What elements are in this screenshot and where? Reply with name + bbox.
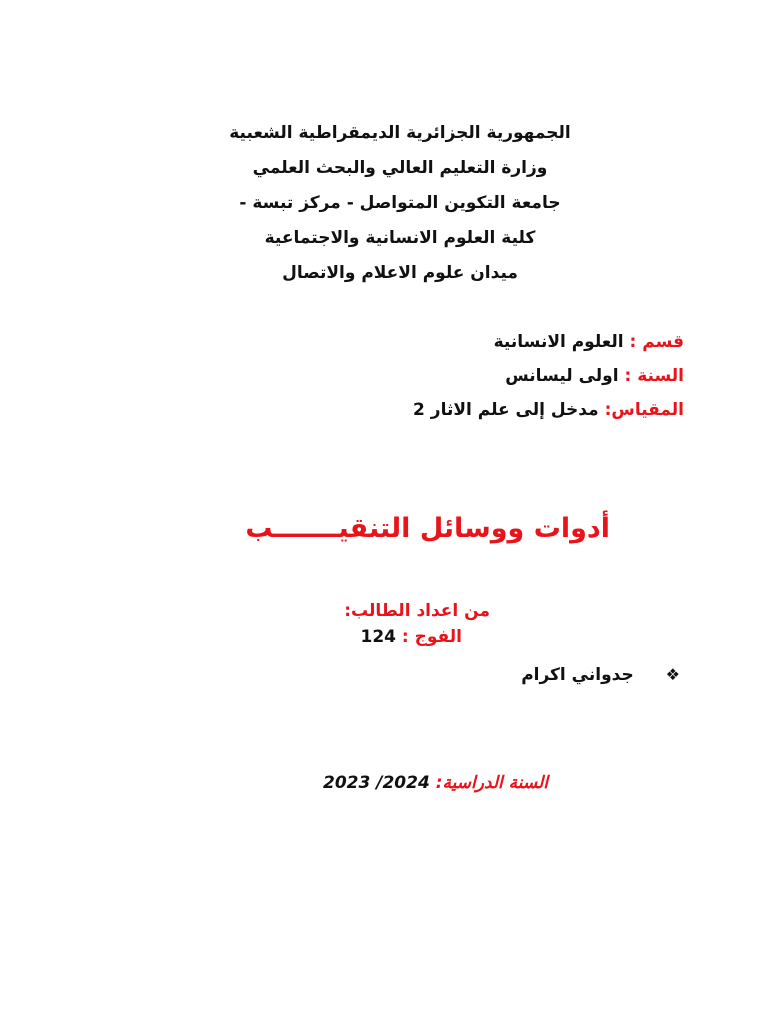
info-department [413, 325, 684, 359]
header-university: جامعة التكوين المتواصل - مركز تبسة - [239, 193, 561, 213]
department-value: العلوم الانسانية [493, 332, 624, 352]
diamond-bullet-icon: ❖ [665, 665, 680, 684]
group-label: الفوج : [401, 627, 462, 647]
academic-year-separator: : [435, 773, 443, 793]
student-item [521, 660, 680, 690]
module-value: مدخل إلى علم الاثار 2 [413, 400, 599, 420]
student-name: جدواني اكرام [521, 665, 634, 685]
info-block [413, 325, 684, 427]
header-faculty: كلية العلوم الانسانية والاجتماعية [264, 228, 536, 248]
prepared-by-label: من اعداد الطالب: [344, 601, 490, 621]
header-ministry: وزارة التعليم العالي والبحث العلمي [252, 158, 548, 178]
academic-year-line [200, 768, 548, 798]
header-block [0, 116, 768, 291]
department-label: قسم : [629, 332, 684, 352]
academic-year-value: 2023 /2024 [323, 773, 430, 793]
year-level-label: السنة : [624, 366, 684, 386]
group-value: 124 [360, 627, 396, 647]
academic-year-label: السنة الدراسية [442, 773, 548, 793]
year-level-value: اولى ليسانس [505, 366, 619, 386]
module-label: المقياس: [604, 400, 684, 420]
header-republic: الجمهورية الجزائرية الديمقراطية الشعبية [229, 123, 571, 143]
header-field: ميدان علوم الاعلام والاتصال [282, 263, 518, 283]
info-year-level [413, 359, 684, 393]
info-module [413, 393, 684, 427]
group-line [361, 624, 463, 650]
document-title: أدوات ووسائل التنقيـــــــب [245, 513, 610, 544]
